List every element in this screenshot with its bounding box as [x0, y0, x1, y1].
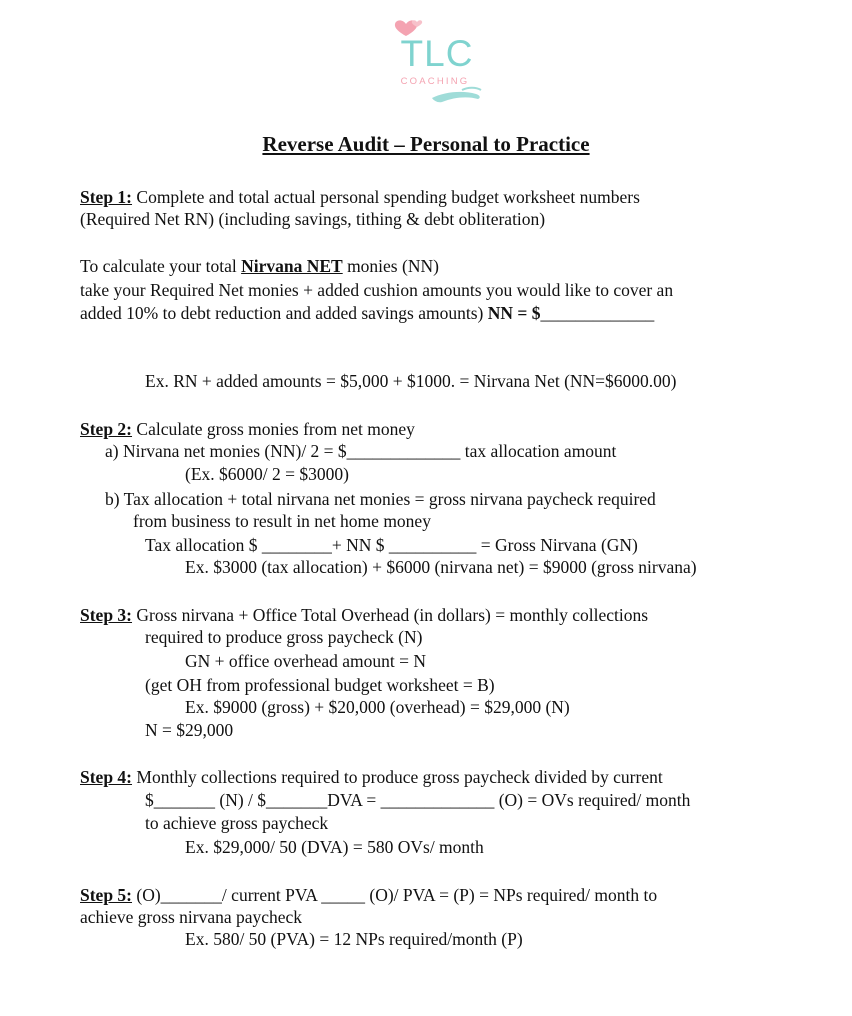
logo-subtext: COACHING: [400, 76, 470, 87]
step5-line1: Step 5: (O)_______/ current PVA _____ (O)/ PVA = (P) = NPs required/ month to: [80, 885, 658, 905]
step1-label: Step 1:: [80, 187, 133, 207]
step3-label: Step 3:: [80, 605, 133, 625]
step3-line3: GN + office overhead amount = N: [185, 651, 427, 671]
page-title: Reverse Audit – Personal to Practice: [262, 132, 590, 156]
step2-b1: b) Tax allocation + total nirvana net monies = gross nirvana paycheck required: [105, 489, 656, 509]
step2-a: a) Nirvana net monies (NN)/ 2 = $_____________ tax allocation amount: [105, 441, 617, 461]
nirvana-net-term: Nirvana NET: [241, 256, 343, 276]
step2-b2: from business to result in net home money: [133, 511, 431, 531]
step1-nn-line: To calculate your total Nirvana NET monies (NN): [80, 256, 439, 276]
step4-line2: $_______ (N) / $_______DVA = _____________ (O) = OVs required/ month: [145, 790, 691, 810]
step1-example: Ex. RN + added amounts = $5,000 + $1000. = Nirvana Net (NN=$6000.00): [145, 371, 677, 391]
step5-line2: achieve gross nirvana paycheck: [80, 907, 303, 927]
step3-line6: N = $29,000: [145, 720, 234, 740]
step5-line3: Ex. 580/ 50 (PVA) = 12 NPs required/month (P): [185, 929, 523, 949]
step1-line5: added 10% to debt reduction and added savings amounts) NN = $_____________: [80, 303, 655, 323]
step4-label: Step 4:: [80, 767, 133, 787]
step4-line4: Ex. $29,000/ 50 (DVA) = 580 OVs/ month: [185, 837, 484, 857]
logo-text: TLC: [400, 33, 474, 74]
step4-line1: Step 4: Monthly collections required to produce gross paycheck divided by current: [80, 767, 663, 787]
step4-line3: to achieve gross paycheck: [145, 813, 329, 833]
step2-label: Step 2:: [80, 419, 133, 439]
step1-line1: Step 1: Complete and total actual personal spending budget worksheet numbers: [80, 187, 640, 207]
step2-line1: Step 2: Calculate gross monies from net money: [80, 419, 415, 439]
step3-line5: Ex. $9000 (gross) + $20,000 (overhead) = $29,000 (N): [185, 697, 570, 717]
step2-b-example: Ex. $3000 (tax allocation) + $6000 (nirvana net) = $9000 (gross nirvana): [185, 557, 697, 577]
tlc-coaching-logo: [384, 14, 488, 106]
nn-formula: NN = $: [487, 303, 541, 323]
step3-line2: required to produce gross paycheck (N): [145, 627, 423, 647]
step2-a-example: (Ex. $6000/ 2 = $3000): [185, 464, 349, 484]
step1-line4: take your Required Net monies + added cushion amounts you would like to cover an: [80, 280, 674, 300]
step2-b3: Tax allocation $ ________+ NN $ __________ = Gross Nirvana (GN): [145, 535, 638, 555]
step3-line4: (get OH from professional budget worksheet = B): [145, 675, 495, 695]
nn-blank: _____________: [540, 303, 655, 323]
step1-line2: (Required Net RN) (including savings, tithing & debt obliteration): [80, 209, 546, 229]
step3-line1: Step 3: Gross nirvana + Office Total Overhead (in dollars) = monthly collections: [80, 605, 649, 625]
step5-label: Step 5:: [80, 885, 133, 905]
